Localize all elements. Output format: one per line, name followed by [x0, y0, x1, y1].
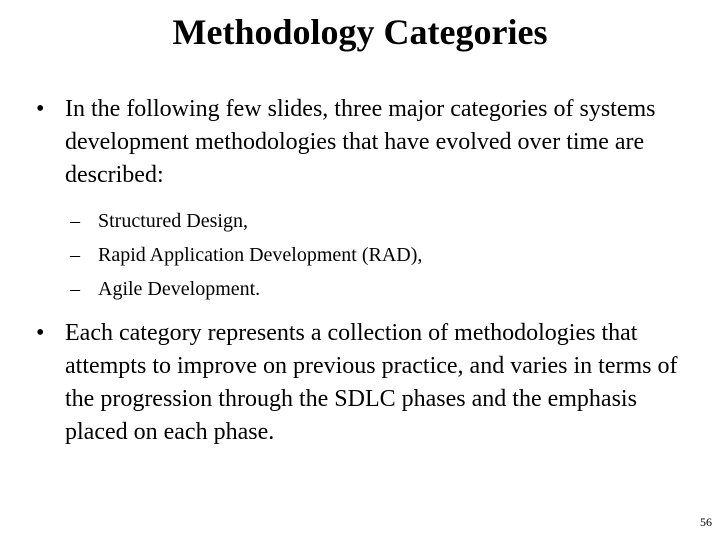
- slide-title: Methodology Categories: [172, 12, 548, 52]
- dash-marker: –: [70, 210, 80, 232]
- dash-marker: –: [70, 278, 80, 300]
- bullet-list: [36, 93, 696, 449]
- sub-item-rad: [65, 238, 696, 272]
- sub-list: [65, 204, 696, 306]
- page-number: 56: [700, 515, 712, 529]
- bullet-marker: •: [36, 96, 45, 122]
- bullet-marker: •: [36, 320, 45, 346]
- bullet-item: [36, 317, 696, 449]
- bullet-item: [36, 93, 696, 306]
- sub-item-text: Rapid Application Development (RAD),: [98, 244, 423, 266]
- bullet-text: Each category represents a collection of methodologies that attempts to improve on previous practice, and varies in terms of the progression through the SDLC phases and the emphasis placed on each phase.: [65, 320, 678, 445]
- sub-item-structured-design: [65, 204, 696, 238]
- dash-marker: –: [70, 244, 80, 266]
- sub-item-text: Structured Design,: [98, 210, 248, 232]
- bullet-text: In the following few slides, three major categories of systems development methodologies that have evolved over time are described:: [65, 96, 656, 188]
- sub-item-text: Agile Development.: [98, 278, 261, 300]
- sub-item-agile: [65, 272, 696, 306]
